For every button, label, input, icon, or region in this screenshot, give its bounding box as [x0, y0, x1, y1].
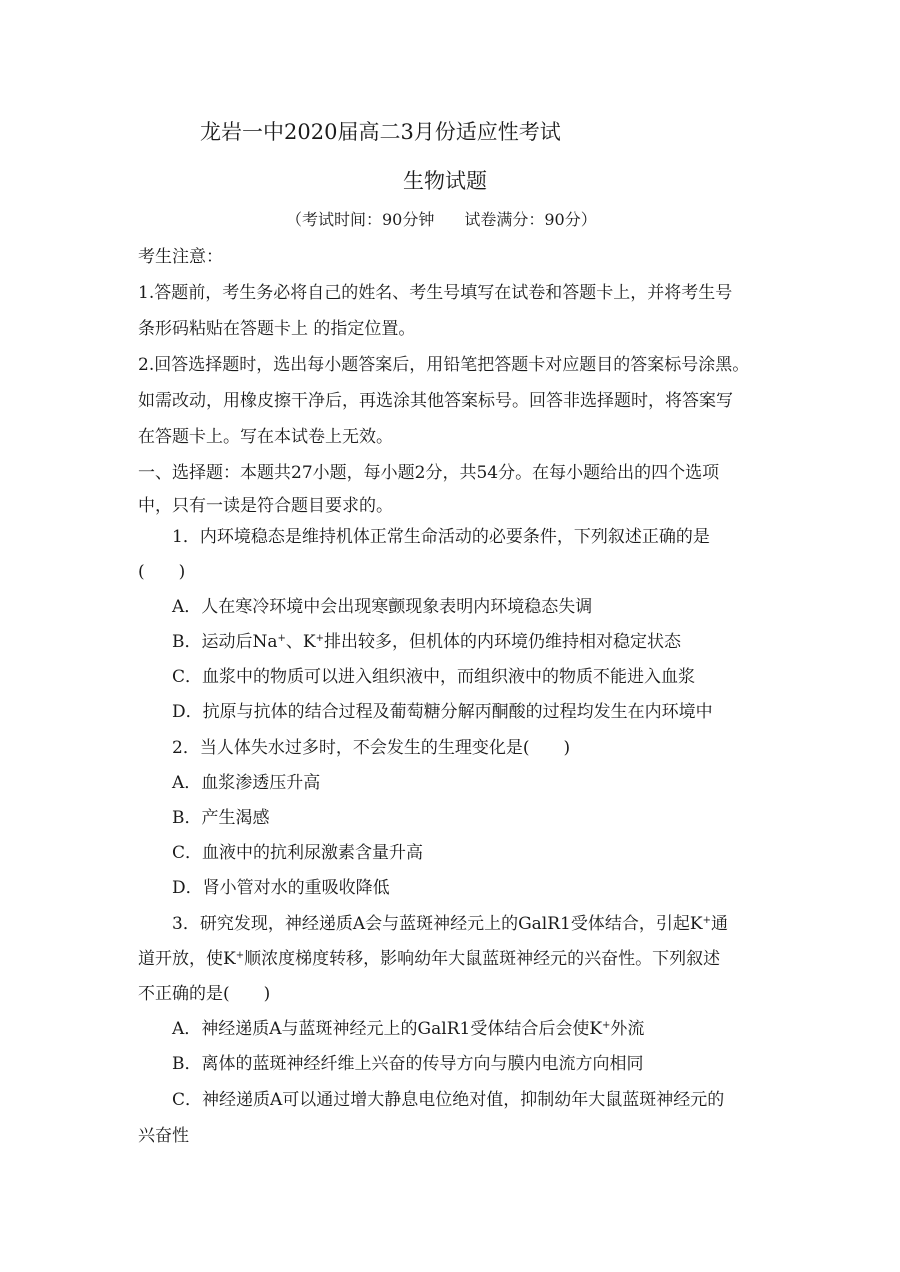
- q3-stem-line1-pre: 3．研究发现，神经递质A会与蓝斑神经元上的GalR1受体结合，引起K: [172, 914, 703, 934]
- notice-item2-line1: 2.回答选择题时，选出每小题答案后，用铅笔把答题卡对应题目的答案标号涂黑。: [138, 355, 750, 375]
- q3-stem-line2: [138, 947, 720, 971]
- q2-option-a: A．血浆渗透压升高: [172, 773, 321, 793]
- notice-heading: 考生注意：: [138, 247, 223, 267]
- notice-item2-line3: 在答题卡上。写在本试卷上无效。: [138, 427, 393, 447]
- notice-item1-line1: 1.答题前，考生务必将自己的姓名、考生号填写在试卷和答题卡上，并将考生号: [138, 283, 733, 303]
- section-intro-line1: 一、选择题：本题共27小题，每小题2分，共54分。在每小题给出的四个选项: [138, 463, 720, 483]
- q2-option-b: B．产生渴感: [172, 808, 270, 828]
- q1-stem-line2: ( ): [138, 562, 186, 582]
- q3-option-b: B．离体的蓝斑神经纤维上兴奋的传导方向与膜内电流方向相同: [172, 1054, 644, 1074]
- q1-option-b-post: 排出较多，但机体的内环境仍维持相对稳定状态: [324, 632, 681, 652]
- q1-stem-line1: 1．内环境稳态是维持机体正常生命活动的必要条件，下列叙述正确的是: [172, 527, 710, 547]
- q3-stem-line2-pre: 道开放，使K: [138, 949, 236, 969]
- q3-stem-line2-post: 顺浓度梯度转移，影响幼年大鼠蓝斑神经元的兴奋性。下列叙述: [244, 949, 721, 969]
- q2-option-c: C．血液中的抗利尿激素含量升高: [172, 843, 424, 863]
- q3-option-c-line1: C．神经递质A可以通过增大静息电位绝对值，抑制幼年大鼠蓝斑神经元的: [172, 1090, 725, 1110]
- q2-option-d: D．肾小管对水的重吸收降低: [172, 878, 390, 898]
- q1-option-b-mid: 、K: [285, 632, 316, 652]
- q1-option-c: C．血浆中的物质可以进入组织液中，而组织液中的物质不能进入血浆: [172, 667, 696, 687]
- q3-option-a-post: 外流: [610, 1019, 645, 1039]
- q1-option-b-sup2: +: [315, 633, 324, 644]
- q3-option-a-pre: A．神经递质A与蓝斑神经元上的GalR1受体结合后会使K: [172, 1019, 603, 1039]
- school-title: 龙岩一中2020届高二3月份适应性考试: [200, 120, 561, 144]
- notice-item1-line2: 条形码粘贴在答题卡上 的指定位置。: [138, 319, 416, 339]
- exam-info: [286, 208, 597, 232]
- q1-option-b: [172, 630, 681, 654]
- q1-option-b-sup1: +: [277, 633, 286, 644]
- subject-title: 生物试题: [403, 169, 487, 193]
- q3-stem-line1-post: 通: [710, 914, 728, 934]
- exam-time: （考试时间：90分钟: [286, 210, 435, 229]
- q2-stem: 2．当人体失水过多时，不会发生的生理变化是( ): [172, 738, 571, 758]
- q1-option-d: D．抗原与抗体的结合过程及葡萄糖分解丙酮酸的过程均发生在内环境中: [172, 702, 713, 722]
- q3-stem-line3: 不正确的是( ): [138, 984, 271, 1004]
- notice-item2-line2: 如需改动，用橡皮擦干净后，再选涂其他答案标号。回答非选择题时，将答案写: [138, 391, 733, 411]
- q1-option-b-pre: B．运动后Na: [172, 632, 278, 652]
- q3-stem-line1-sup: +: [702, 915, 711, 926]
- q3-option-a: [172, 1017, 644, 1041]
- full-score: 试卷满分：90分）: [464, 210, 597, 229]
- q3-option-c-line2: 兴奋性: [138, 1126, 189, 1146]
- q3-option-a-sup: +: [602, 1020, 611, 1031]
- q1-option-a: A．人在寒冷环境中会出现寒颤现象表明内环境稳态失调: [172, 597, 593, 617]
- q3-stem-line2-sup: +: [235, 950, 245, 961]
- section-intro-line2: 中，只有一读是符合题目要求的。: [138, 496, 393, 516]
- q3-stem-line1: [172, 912, 728, 936]
